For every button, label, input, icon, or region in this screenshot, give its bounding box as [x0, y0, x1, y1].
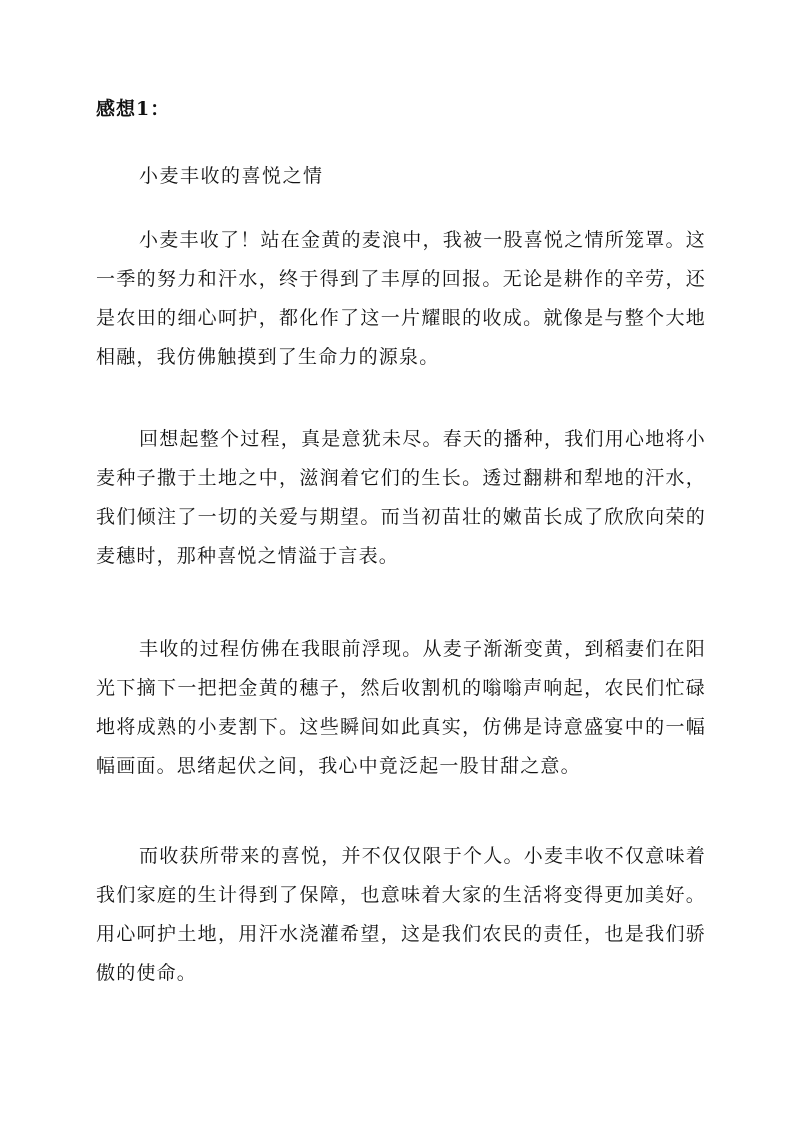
paragraph-4: 而收获所带来的喜悦，并不仅仅限于个人。小麦丰收不仅意味着我们家庭的生计得到了保障，也意味着大家的生活将变得更加美好。用心呵护土地，用汗水浇灌希望，这是我们农民的责任，也是我们骄傲的使命。: [96, 845, 706, 984]
paragraph-2: 回想起整个过程，真是意犹未尽。春天的播种，我们用心地将小麦种子撒于土地之中，滋润着它们的生长。透过翻耕和犁地的汗水，我们倾注了一切的关爱与期望。而当初苗壮的嫩苗长成了欣欣向荣的麦穗时，那种喜悦之情溢于言表。: [96, 428, 706, 567]
essay-title: 小麦丰收的喜悦之情: [139, 165, 324, 187]
section-heading: 感想1：: [96, 98, 171, 120]
paragraph-1: 小麦丰收了！站在金黄的麦浪中，我被一股喜悦之情所笼罩。这一季的努力和汗水，终于得到了丰厚的回报。无论是耕作的辛劳，还是农田的细心呵护，都化作了这一片耀眼的收成。就像是与整个大地相融，我仿佛触摸到了生命力的源泉。: [96, 229, 706, 368]
paragraph-3: 丰收的过程仿佛在我眼前浮现。从麦子渐渐变黄，到稻妻们在阳光下摘下一把把金黄的穗子，然后收割机的嗡嗡声响起，农民们忙碌地将成熟的小麦割下。这些瞬间如此真实，仿佛是诗意盛宴中的一幅幅画面。思绪起伏之间，我心中竟泛起一股甘甜之意。: [96, 638, 706, 777]
